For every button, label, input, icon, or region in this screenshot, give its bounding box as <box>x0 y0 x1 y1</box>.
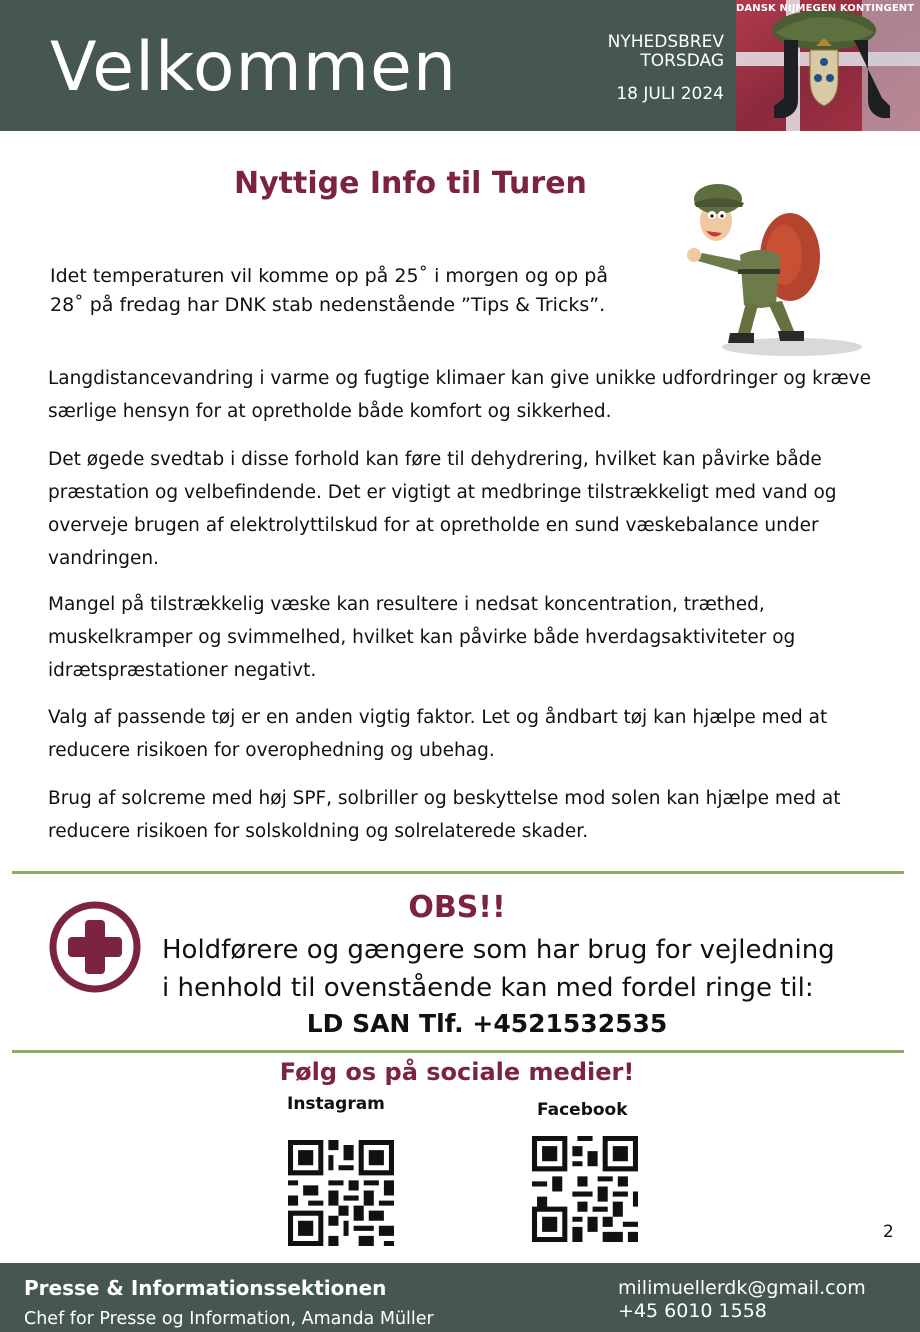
newsletter-day: TORSDAG <box>640 51 724 71</box>
footer-role: Chef for Presse og Information, Amanda Müller <box>24 1309 434 1329</box>
intro-paragraph: Idet temperaturen vil komme op på 25˚ i morgen og op på 28˚ på fredag har DNK stab nedenstående ”Tips & Tricks”. <box>50 265 608 316</box>
instagram-label: Instagram <box>287 1094 385 1114</box>
newsletter-date: 18 JULI 2024 <box>616 84 724 104</box>
hiking-soldier-illustration <box>672 175 868 357</box>
obs-text-line: i henhold til ovenstående kan med fordel ringe til: <box>162 973 814 1003</box>
section-title: Nyttige Info til Turen <box>234 166 587 201</box>
body-paragraph: Langdistancevandring i varme og fugtige klimaer kan give unikke udfordringer og kræve særlige hensyn for at opretholde både komfort og sikkerhed. <box>48 368 871 422</box>
divider <box>12 1050 904 1053</box>
obs-text-line: Holdførere og gængere som har brug for vejledning <box>162 935 835 965</box>
page-title: Velkommen <box>50 28 457 107</box>
body-paragraph: Det øgede svedtab i disse forhold kan føre til dehydrering, hvilket kan påvirke både præstation og velbefindende. Det er vigtigt at medbringe tilstrækkeligt med vand og overveje brugen af elektrolyttilskud for at opretholde en sund væskebalance under vandringen. <box>48 449 837 569</box>
newsletter-label: NYHEDSBREV <box>607 32 724 52</box>
newsletter-info <box>524 32 724 104</box>
obs-text <box>162 931 882 1007</box>
footer-section-name: Presse & Informationssektionen <box>24 1276 387 1300</box>
page-number: 2 <box>883 1222 894 1242</box>
obs-title: OBS!! <box>408 890 506 925</box>
instagram-qr-code[interactable] <box>288 1140 394 1246</box>
facebook-qr-code[interactable] <box>532 1136 638 1242</box>
body-paragraph: Brug af solcreme med høj SPF, solbriller og beskyttelse mod solen kan hjælpe med at reducere risikoen for solskoldning og solrelaterede skader. <box>48 788 841 842</box>
flag-boots-emblem-image <box>736 0 920 131</box>
footer-email[interactable]: milimuellerdk@gmail.com <box>618 1277 866 1299</box>
body-paragraph: Mangel på tilstrækkelig væske kan resultere i nedsat koncentration, træthed, muskelkramper og svimmelhed, hvilket kan påvirke både hverdagsaktiviteter og idrætspræstationer negativt. <box>48 594 796 681</box>
emblem-text: DANSK NIJMEGEN KONTINGENT <box>736 3 915 14</box>
facebook-label: Facebook <box>537 1100 628 1120</box>
obs-phone: LD SAN Tlf. +4521532535 <box>306 1009 668 1038</box>
social-title: Følg os på sociale medier! <box>279 1058 635 1086</box>
footer-phone[interactable]: +45 6010 1558 <box>618 1300 767 1322</box>
divider <box>12 871 904 874</box>
body-paragraph: Valg af passende tøj er en anden vigtig faktor. Let og åndbart tøj kan hjælpe med at reducere risikoen for overophedning og ubehag. <box>48 707 828 761</box>
contingent-emblem <box>736 0 920 131</box>
